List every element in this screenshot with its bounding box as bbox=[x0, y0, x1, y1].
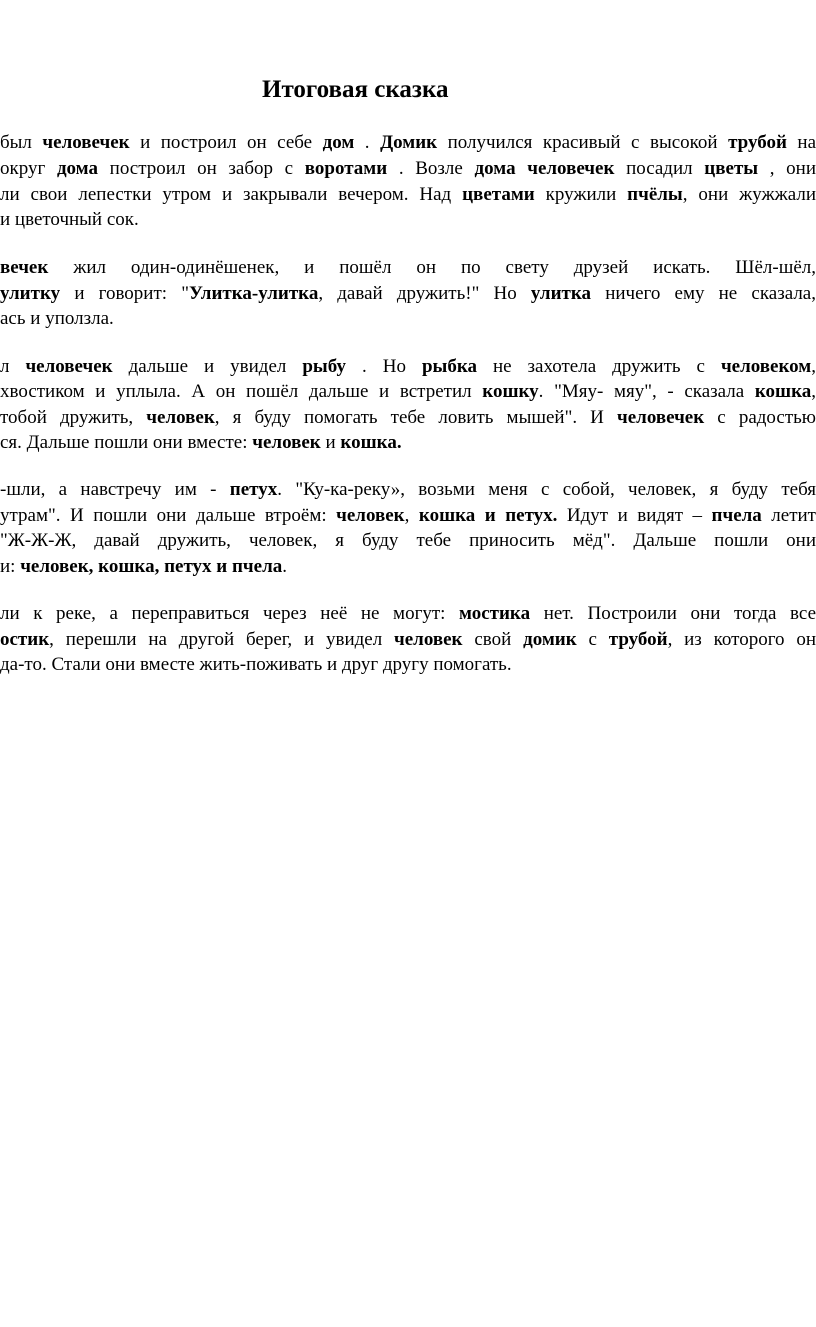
text-run: нет. Построили они тогда все bbox=[530, 603, 816, 624]
bold-word: пчёлы bbox=[627, 184, 683, 205]
bold-word: улитка bbox=[530, 283, 592, 304]
text-run: , bbox=[404, 505, 419, 526]
text-run bbox=[516, 158, 528, 179]
text-run: ся. Дальше пошли они вместе: bbox=[0, 432, 253, 453]
bold-word: человечек bbox=[42, 132, 130, 153]
text-run: посадил bbox=[614, 158, 705, 179]
bold-word: петух bbox=[229, 479, 278, 500]
bold-word: трубой bbox=[608, 629, 668, 650]
text-line bbox=[0, 157, 816, 181]
text-line bbox=[0, 131, 816, 155]
text-run: . bbox=[282, 556, 287, 577]
bold-word: рыбка bbox=[421, 356, 477, 377]
bold-word: кошка и петух. bbox=[418, 505, 558, 526]
text-run: дальше и увидел bbox=[112, 356, 303, 377]
bold-word: человек bbox=[336, 505, 405, 526]
page-title: Итоговая сказка bbox=[262, 76, 449, 103]
bold-word: человек bbox=[146, 407, 215, 428]
text-run: свой bbox=[462, 629, 524, 650]
text-run: летит bbox=[761, 505, 816, 526]
text-run: кружили bbox=[534, 184, 628, 205]
bold-word: дом bbox=[322, 132, 355, 153]
text-run: . "Ку-ка-реку», возьми меня с собой, человек, я буду тебя bbox=[277, 479, 816, 500]
text-run: тобой дружить, bbox=[0, 407, 147, 428]
text-run: и говорит: " bbox=[60, 283, 189, 304]
text-run: хвостиком и уплыла. А он пошёл дальше и встретил bbox=[0, 381, 483, 402]
text-run: и: bbox=[0, 556, 21, 577]
text-run: не захотела дружить с bbox=[477, 356, 721, 377]
text-run: , bbox=[811, 381, 816, 402]
text-run: , bbox=[811, 356, 816, 377]
text-run: на bbox=[786, 132, 816, 153]
bold-word: улитку bbox=[0, 283, 61, 304]
text-run: , давай дружить!" Но bbox=[318, 283, 531, 304]
bold-word: кошка. bbox=[340, 432, 402, 453]
bold-word: домик bbox=[523, 629, 577, 650]
text-run: ли свои лепестки утром и закрывали вечером. Над bbox=[0, 184, 463, 205]
text-run: . Но bbox=[346, 356, 422, 377]
text-run: с радостью bbox=[704, 407, 816, 428]
bold-word: мостика bbox=[459, 603, 531, 624]
text-run: л bbox=[0, 356, 26, 377]
text-run: был bbox=[0, 132, 43, 153]
text-run: Идут и видят – bbox=[557, 505, 712, 526]
bold-word: человек bbox=[252, 432, 321, 453]
text-run: округ bbox=[0, 158, 57, 179]
text-run: , они жужжали bbox=[682, 184, 816, 205]
text-run: и bbox=[320, 432, 341, 453]
text-run: , из которого он bbox=[667, 629, 816, 650]
text-line bbox=[0, 307, 114, 331]
text-line bbox=[0, 628, 816, 652]
bold-word: человек, кошка, петух и пчела bbox=[20, 556, 283, 577]
bold-word: остик bbox=[0, 629, 50, 650]
text-run: -шли, а навстречу им - bbox=[0, 479, 230, 500]
text-line bbox=[0, 380, 816, 404]
text-line bbox=[0, 431, 402, 455]
text-run: построил он забор с bbox=[98, 158, 305, 179]
text-line bbox=[0, 183, 816, 207]
text-run: да-то. Стали они вместе жить-поживать и друг другу помогать. bbox=[0, 654, 512, 675]
text-run: , я буду помогать тебе ловить мышей". И bbox=[214, 407, 618, 428]
text-run: "Ж-Ж-Ж, давай дружить, человек, я буду тебе приносить мёд". Дальше пошли они bbox=[0, 530, 816, 551]
bold-word: человечек bbox=[527, 158, 615, 179]
text-line bbox=[0, 555, 287, 579]
text-line bbox=[0, 208, 139, 232]
bold-word: дома bbox=[56, 158, 98, 179]
text-run: жил один-одинёшенек, и пошёл он по свету друзей искать. Шёл-шёл, bbox=[48, 257, 816, 278]
bold-word: человечек bbox=[25, 356, 113, 377]
text-run: , перешли на другой берег, и увидел bbox=[49, 629, 395, 650]
text-run: ничего ему не сказала, bbox=[591, 283, 816, 304]
bold-word: кошку bbox=[482, 381, 539, 402]
text-run: ли к реке, а переправиться через неё не могут: bbox=[0, 603, 460, 624]
text-run: ась и уползла. bbox=[0, 308, 114, 329]
bold-word: человек bbox=[394, 629, 463, 650]
text-run: . Возле bbox=[387, 158, 475, 179]
text-run: с bbox=[576, 629, 609, 650]
bold-word: цветы bbox=[704, 158, 759, 179]
bold-word: пчела bbox=[711, 505, 762, 526]
bold-word: цветами bbox=[462, 184, 535, 205]
bold-word: воротами bbox=[304, 158, 388, 179]
text-line bbox=[0, 504, 816, 528]
text-line bbox=[0, 653, 512, 677]
text-run: и цветочный сок. bbox=[0, 209, 139, 230]
bold-word: вечек bbox=[0, 257, 49, 278]
bold-word: кошка bbox=[754, 381, 812, 402]
bold-word: Домик bbox=[380, 132, 438, 153]
text-run: получился красивый с высокой bbox=[437, 132, 729, 153]
text-line bbox=[0, 355, 816, 379]
text-line bbox=[0, 602, 816, 626]
text-line bbox=[0, 478, 816, 502]
bold-word: человеком bbox=[720, 356, 812, 377]
bold-word: Улитка-улитка bbox=[188, 283, 319, 304]
text-run: . "Мяу- мяу", - сказала bbox=[538, 381, 755, 402]
bold-word: дома bbox=[474, 158, 516, 179]
text-run: утрам". И пошли они дальше втроём: bbox=[0, 505, 337, 526]
text-run: , они bbox=[758, 158, 816, 179]
text-line bbox=[0, 406, 816, 430]
text-run: . bbox=[354, 132, 381, 153]
bold-word: человечек bbox=[617, 407, 705, 428]
bold-word: рыбу bbox=[302, 356, 347, 377]
bold-word: трубой bbox=[728, 132, 787, 153]
text-run: и построил он себе bbox=[129, 132, 323, 153]
text-line bbox=[0, 529, 816, 553]
text-line bbox=[0, 282, 816, 306]
text-line bbox=[0, 256, 816, 280]
